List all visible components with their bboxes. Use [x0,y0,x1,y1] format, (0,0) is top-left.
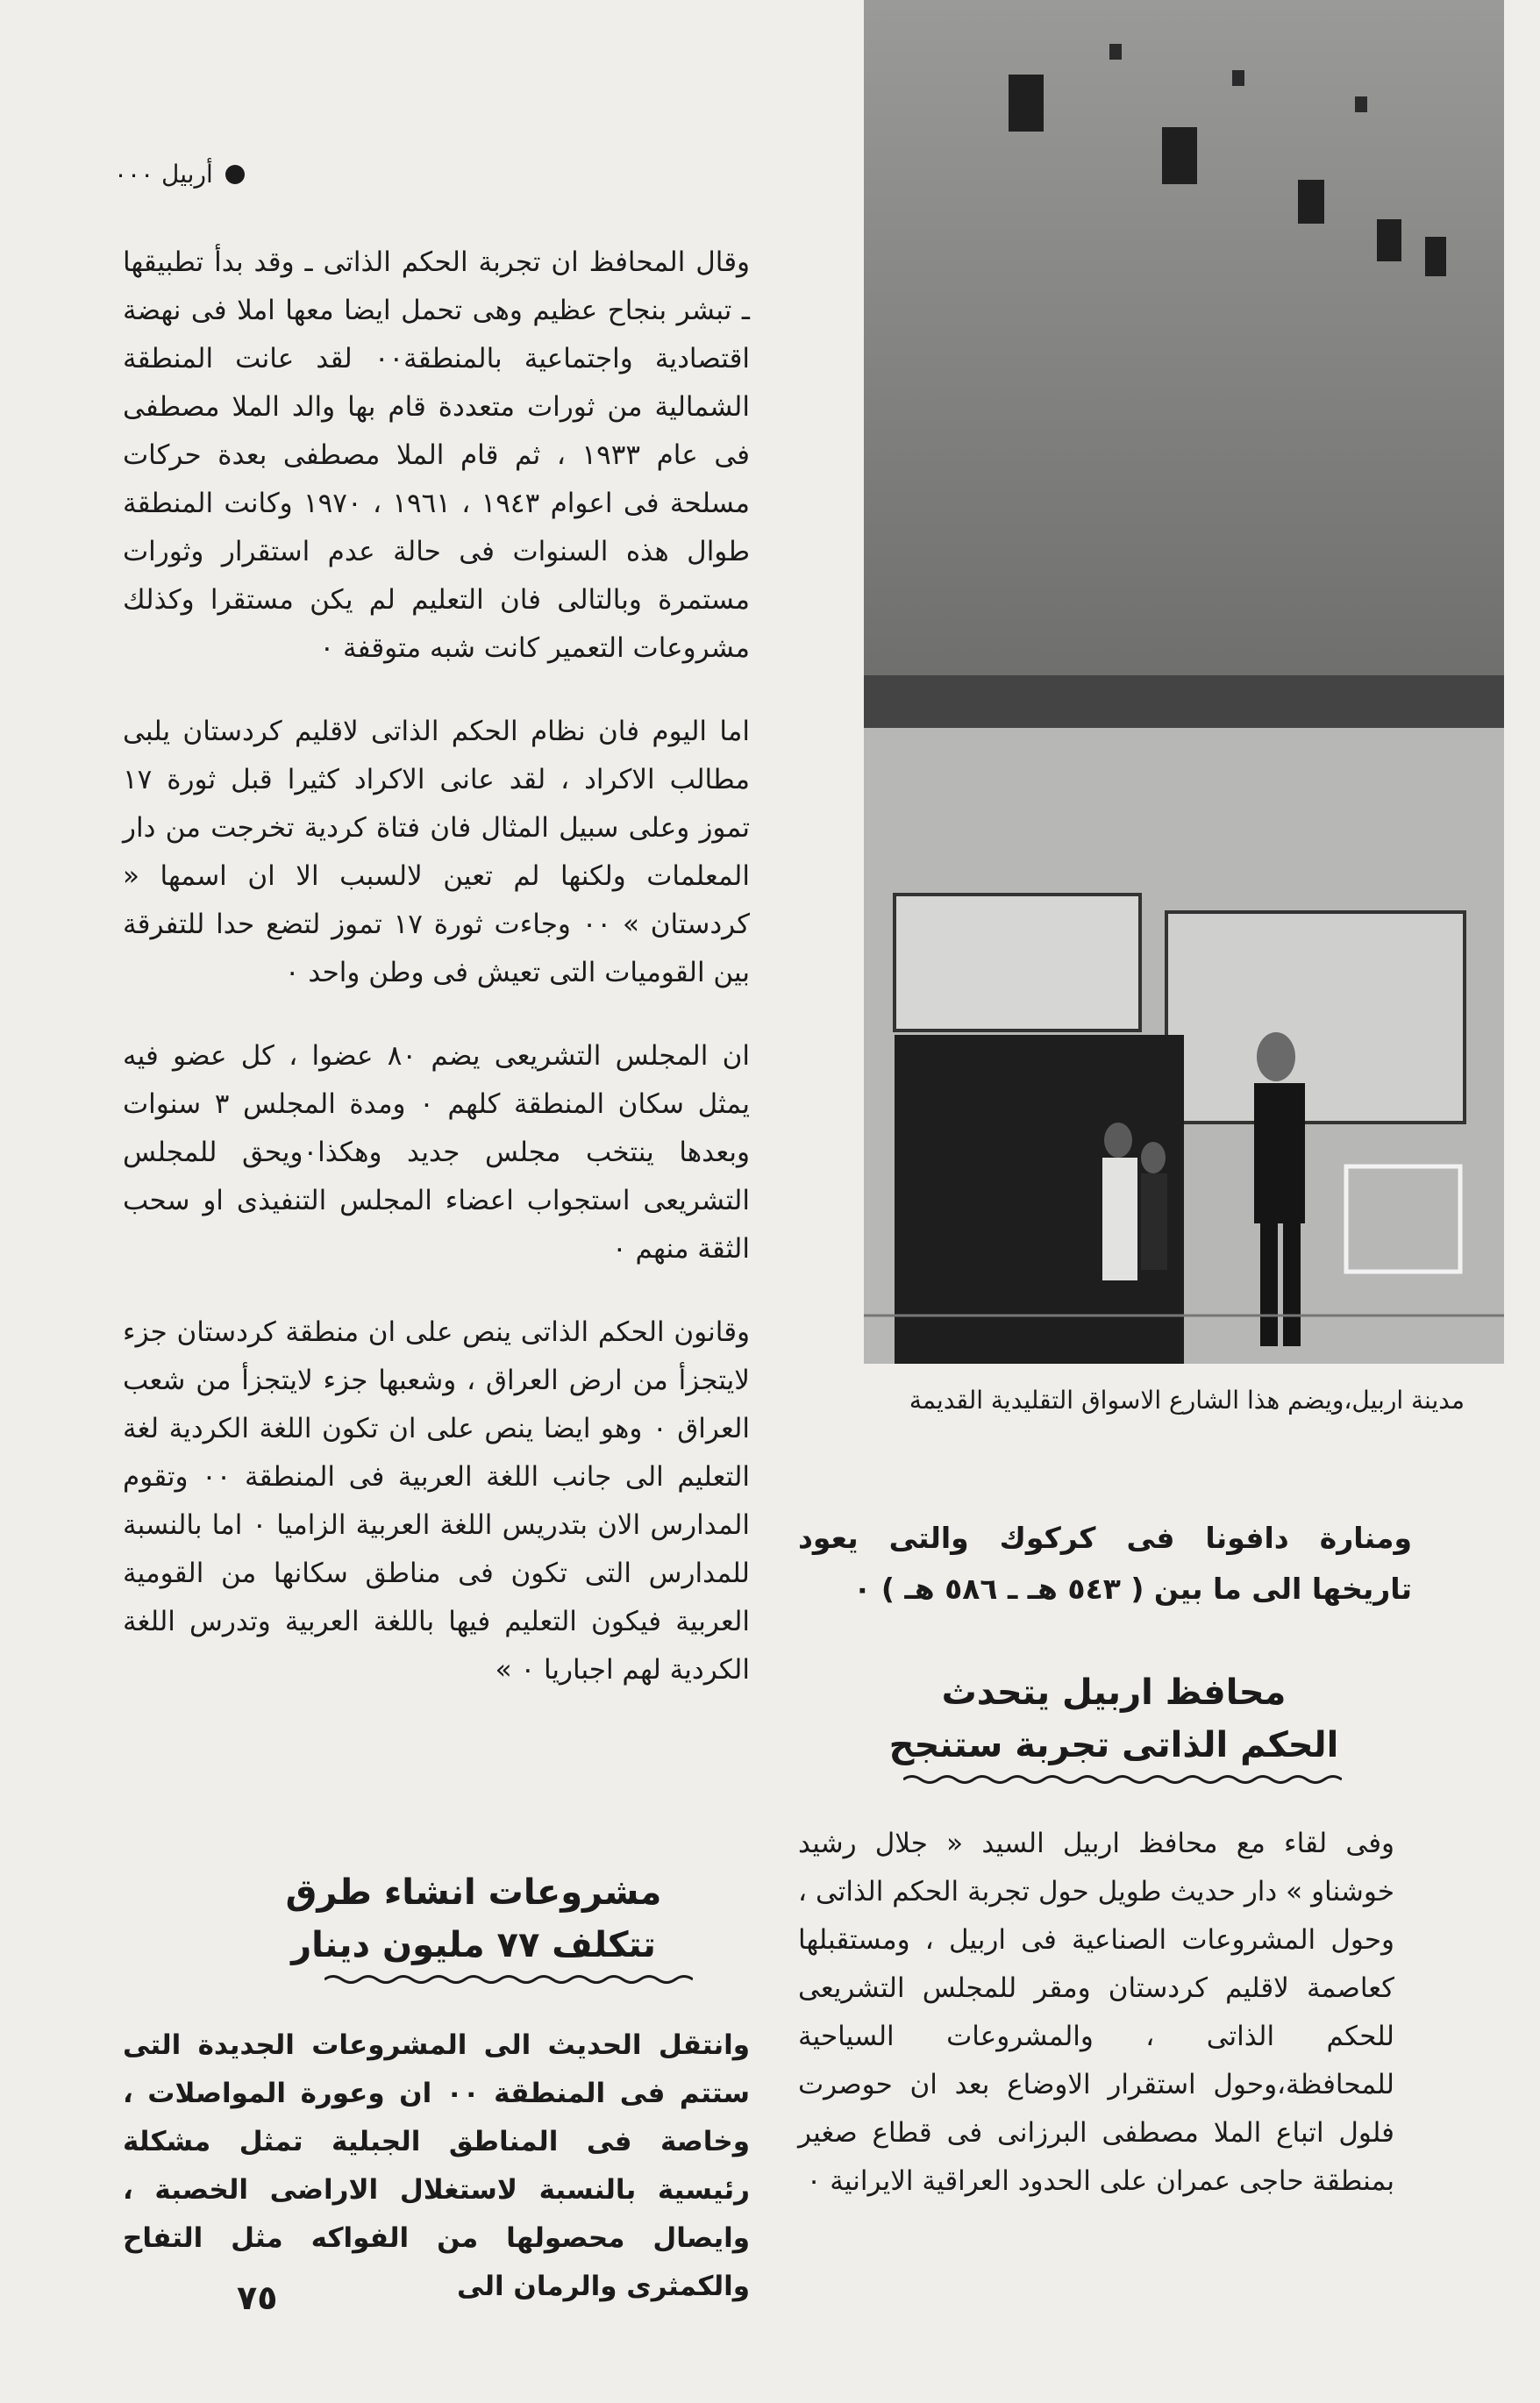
left-column [123,239,750,1729]
page-number: ٧٥ [237,2278,278,2317]
body-paragraph: وقال المحافظ ان تجربة الحكم الذاتى ـ وقد بدأ تطبيقها ـ تبشر بنجاح عظيم وهى تحمل ايضا معها املا فى نهضة اقتصادية واجتماعية بالمنطقة٠٠ لقد عانت المنطقة الشمالية من ثورات متعددة قام بها والد الملا مصطفى فى عام ١٩٣٣ ، ثم قام الملا مصطفى بعدة حركات مسلحة فى اعوام ١٩٤٣ ، ١٩٦١ ، ١٩٧٠ وكانت المنطقة طوال هذه السنوات فى حالة عدم استقرار وثورات مستمرة وبالتالى فان التعليم لم يكن مستقرا وكذلك مشروعات التعمير كانت شبه متوقفة ٠ [123,246,751,664]
governor-headline [886,1666,1342,1786]
bullet-icon [225,165,245,184]
body-paragraph: ان المجلس التشريعى يضم ٨٠ عضوا ، كل عضو فيه يمثل سكان المنطقة كلهم ٠ ومدة المجلس ٣ سنوات وبعدها ينتخب مجلس جديد وهكذا٠ويحق للمجلس التشريعى استجواب اعضاء المجلس التنفيذى او سحب الثقة منهم ٠ [123,1040,750,1265]
body-paragraph: وفى لقاء مع محافظ اربيل السيد « جلال رشيد خوشناو » دار حديث طويل حول تجربة الحكم الذاتى ، وحول المشروعات الصناعية فى اربيل ، ومستقبلها كعاصمة لاقليم كردستان ومقر للمجلس التشريعى للحكم الذاتى ، والمشروعات السياحية للمحافظة،وحول استقرار الاوضاع بعد ان حوصرت فلول اتباع الملا مصطفى البرزانى فى قطاع صغير بمنطقة حاجى عمران على الحدود العراقية الايرانية ٠ [798,1828,1394,2197]
street-photo [864,0,1504,1364]
headline-line: تتكلف ٧٧ مليون دينار [291,1925,656,1965]
street-photo-image [864,0,1504,1364]
right-column [798,1820,1394,2241]
body-paragraph: وقانون الحكم الذاتى ينص على ان منطقة كردستان جزء لايتجزأ من ارض العراق ، وشعبها جزء لايتجزأ من شعب العراق ٠ وهو ايضا ينص على ان تكون اللغة الكردية لغة التعليم الى جانب اللغة العربية فى المنطقة ٠٠ وتقوم المدارس الان بتدريس اللغة العربية الزاميا ٠ اما بالنسبة للمدارس التى تكون فى مناطق سكانها من القومية العربية فيكون التعليم فيها باللغة العربية وتدرس اللغة الكردية لهم اجباريا ٠ » [123,1316,751,1686]
section-marker [114,160,245,189]
section-label: أربيل ٠٠٠ [114,160,213,189]
roads-headline [254,1866,693,1986]
photo-sub-caption: ومنارة دافونا فى كركوك والتى يعود تاريخها الى ما بين ( ٥٤٣ هـ ـ ٥٨٦ هـ ) ٠ [798,1521,1412,1606]
left-column-closing [123,2022,750,2346]
headline-line: محافظ اربيل يتحدث [941,1672,1287,1713]
headline-line: مشروعات انشاء طرق [285,1872,662,1913]
closing-paragraph: وانتقل الحديث الى المشروعات الجديدة التى ستتم فى المنطقة ٠٠ ان وعورة المواصلات ، وخاصة فى المناطق الجبلية تمثل مشكلة رئيسية بالنسبة لاستغلال الاراضى الخصبة ، وايصال محصولها من الفواكه مثل التفاح والكمثرى والرمان الى [123,2029,750,2302]
photo-caption: مدينة اربيل،ويضم هذا الشارع الاسواق التقليدية القديمة [909,1386,1465,1415]
headline-line: الحكم الذاتى تجربة ستنجح [888,1725,1339,1765]
wavy-underline-icon [324,1973,693,1986]
wavy-underline-icon [903,1773,1342,1786]
body-paragraph: اما اليوم فان نظام الحكم الذاتى لاقليم كردستان يلبى مطالب الاكراد ، لقد عانى الاكراد كثيرا قبل ثورة ١٧ تموز وعلى سبيل المثال فان فتاة كردية تخرجت من دار المعلمات ولكنها لم تعين لالسبب الا ان اسمها « كردستان » ٠٠ وجاءت ثورة ١٧ تموز لتضع حدا للتفرقة بين القوميات التى تعيش فى وطن واحد ٠ [123,716,750,988]
